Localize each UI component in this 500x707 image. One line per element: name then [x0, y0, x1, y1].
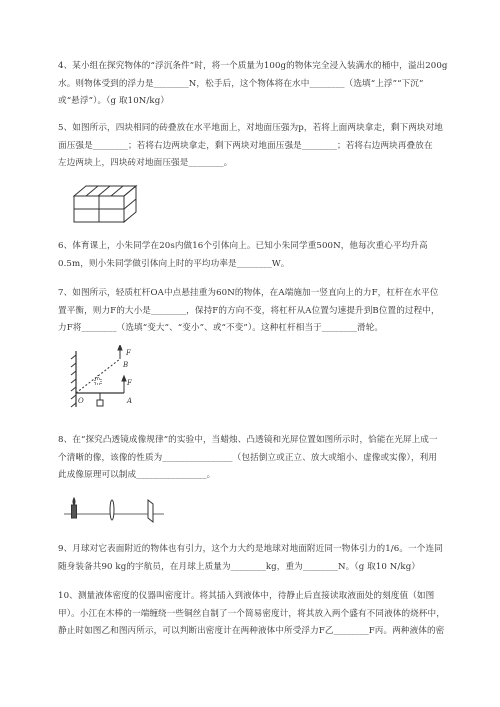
question-5-line-3: 左边两块上，四块砖对地面压强是________。: [58, 158, 233, 168]
question-7-line-1: 7、如图所示，轻质杠杆OA中点悬挂重为60N的物体，在A端施加一竖直向上的力F，杠杆在水平位: [58, 288, 439, 298]
question-6-line-2: 0.5m，则小朱同学做引体向上时的平均功率是________W。: [58, 258, 290, 269]
lever-drawing: [66, 345, 148, 417]
point-o-label: O: [78, 397, 84, 405]
question-7: [58, 285, 470, 338]
question-7-line-2: 置平衡，则力F的大小是________，保持F的方向不变，将杠杆从A位置匀速提升到B位置的过程中，: [58, 305, 440, 316]
question-7-line-3: 力F将________（选填“变大”、“变小”、或“不变”）。这种杠杆相当于________滑轮。: [58, 323, 384, 333]
question-8-line-1: 8、在“探究凸透镜成像规律”的实验中，当蜡烛、凸透镜和光屏位置如图所示时，恰能在光屏上成一: [58, 435, 438, 445]
lever-figure: [66, 345, 148, 417]
lens-drawing: [64, 490, 164, 524]
question-4-line-1: 4、某小组在探究物体的“浮沉条件”时，将一个质量为100g的物体完全浸入装满水的桶中，溢出200g: [58, 61, 448, 71]
bricks-figure: [70, 180, 140, 230]
question-4-line-3: 或“悬浮”）。（g 取10N/kg）: [58, 96, 170, 106]
question-10-line-1: 10、测量液体密度的仪器叫密度计。将其插入到液体中，待静止后直接读取液面处的刻度值（如图: [58, 591, 435, 601]
question-8: [58, 432, 470, 485]
question-10-line-2: 甲）。小江在木棒的一端缠绕一些铜丝自制了一个简易密度计，将其放入两个盛有不同液体的烧杯中，: [58, 608, 445, 619]
question-9: [58, 541, 470, 576]
question-8-line-3: 此成像原理可以制成________________。: [58, 470, 216, 480]
force-label-a: F: [127, 379, 132, 387]
question-9-line-1: 9、月球对它表面附近的物体也有引力，这个力大约是地球对地面附近同一物体引力的1/6。一个连同: [58, 544, 443, 554]
question-10-line-3: 静止时如图乙和图丙所示，可以判断出密度计在两种液体中所受浮力F乙________F丙。两种液体的密: [58, 626, 445, 636]
question-5: [58, 120, 470, 173]
question-6-line-1: 6、体育课上，小朱同学在20s内做16个引体向上。已知小朱同学重500N，他每次重心平均升高: [58, 241, 428, 251]
bricks-drawing: [70, 180, 140, 230]
lens-figure: [64, 490, 164, 524]
question-5-line-1: 5、如图所示，四块相同的砖叠放在水平地面上，对地面压强为p，若将上面两块拿走，剩下两块对地: [58, 123, 444, 133]
point-a-label: A: [127, 397, 133, 405]
question-4-line-2: 水。则物体受到的浮力是________N，松手后，这个物体将在水中________（选填“上浮”“下沉”: [58, 78, 424, 89]
question-9-line-2: 随身装备共90 kg的宇航员，在月球上质量为________kg，重为________N。（g 取10 N/kg）: [58, 561, 421, 572]
force-label-top: F: [126, 349, 131, 357]
question-10: [58, 588, 470, 641]
question-4: [58, 58, 470, 111]
question-6: [58, 238, 470, 273]
question-8-line-2: 个清晰的像，该像的性质为________________（包括倒立或正立、放大或缩小、虚像或实像），利用: [58, 452, 438, 463]
point-b-label: B: [123, 361, 129, 369]
question-5-line-2: 面压强是________；若将右边两块拿走，剩下两块对地面压强是________；若将右边两块再叠放在: [58, 140, 433, 151]
